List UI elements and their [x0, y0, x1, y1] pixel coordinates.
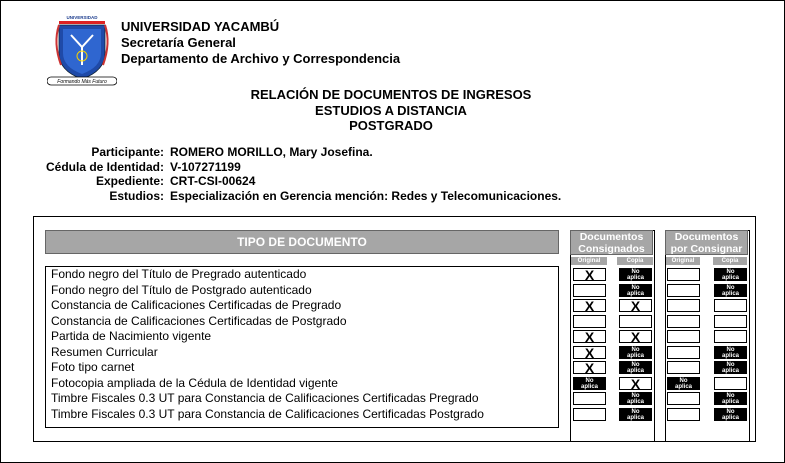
no-aplica-text: aplica	[626, 275, 644, 281]
consignado-copia-cell: X	[619, 330, 652, 343]
title-line-1: RELACIÓN DE DOCUMENTOS DE INGRESOS	[250, 87, 532, 102]
no-aplica-text: No	[631, 408, 640, 415]
document-title	[201, 87, 581, 134]
por-consignar-original-cell	[667, 346, 700, 359]
no-aplica-text: aplica	[626, 399, 644, 405]
no-aplica-text: No	[726, 393, 735, 399]
no-aplica-text: No	[679, 377, 688, 384]
consignado-original-cell	[573, 284, 606, 297]
no-aplica-text: aplica	[721, 290, 739, 297]
por-consignar-copia-cell	[714, 408, 747, 421]
consignado-copia-cell	[619, 408, 652, 421]
consignado-copia-cell: X	[619, 377, 652, 390]
department-name: Departamento de Archivo y Correspondencia	[121, 51, 401, 66]
id-label: Cédula de Identidad:	[45, 159, 164, 174]
por-consignar-copia-cell	[714, 315, 747, 328]
por-consignar-copia-cell	[714, 299, 747, 312]
no-aplica-text: aplica	[721, 275, 739, 281]
por-consignar-copia-cell	[714, 330, 747, 343]
no-aplica-text: aplica	[674, 383, 692, 390]
document-type-label: Fotocopia ampliada de la Cédula de Identidad vigente	[51, 375, 338, 390]
id-value: V-107271199	[170, 159, 241, 174]
no-aplica-text: aplica	[721, 399, 739, 405]
document-type-label: Timbre Fiscales 0.3 UT para Constancia de Calificaciones Certificadas Pregrado	[51, 391, 479, 405]
participant-row	[31, 145, 561, 160]
consignado-original-cell	[573, 377, 606, 390]
no-aplica-text: aplica	[721, 352, 739, 359]
no-aplica-text: aplica	[626, 368, 644, 374]
tipo-documento-header: TIPO DE DOCUMENTO	[45, 230, 559, 254]
consignado-copia-cell	[619, 284, 652, 297]
logo-top-text: UNIVERSIDAD	[66, 15, 98, 20]
por-consignar-original-cell	[667, 315, 700, 328]
consignado-copia-cell: X	[619, 299, 652, 312]
university-logo	[47, 13, 117, 91]
document-type-label: Constancia de Calificaciones Certificadas de Pregrado	[51, 298, 342, 312]
document-type-label: Constancia de Calificaciones Certificadas de Postgrado	[51, 313, 347, 328]
logo-motto: Formando Más Futuro	[57, 79, 107, 85]
no-aplica-text: No	[726, 346, 735, 353]
institution-name: UNIVERSIDAD YACAMBÚ	[121, 19, 280, 34]
file-value: CRT-CSI-00624	[170, 174, 256, 188]
document-type-label: Foto tipo carnet	[51, 360, 135, 374]
por-consignar-copia-cell	[714, 268, 747, 281]
por-consignar-header	[665, 230, 748, 255]
participant-info	[31, 145, 561, 203]
no-aplica-text: aplica	[626, 352, 644, 359]
por-consignar-copia-cell	[714, 284, 747, 297]
title-line-2: ESTUDIOS A DISTANCIA	[315, 102, 467, 118]
consignado-copia-cell	[619, 315, 652, 328]
document-type-label: Timbre Fiscales 0.3 UT para Constancia de Calificaciones Certificadas Postgrado	[51, 406, 484, 421]
por-consignar-original-cell	[667, 392, 700, 405]
no-aplica-text: No	[726, 362, 735, 368]
por-consignar-original-header: Original	[666, 257, 700, 265]
consignados-header-line-1: Documentos	[579, 231, 644, 243]
participant-label: Participante:	[91, 145, 164, 159]
consignado-original-cell: X	[573, 299, 606, 312]
por-consignar-original-cell	[667, 361, 700, 374]
document-type-label: Partida de Nacimiento vigente	[51, 329, 212, 343]
por-consignar-header-line-1: Documentos	[674, 231, 739, 243]
por-consignar-original-cell	[667, 284, 700, 297]
no-aplica-text: No	[631, 362, 640, 368]
por-consignar-copia-header: Copia	[713, 257, 747, 265]
no-aplica-text: No	[631, 269, 640, 275]
studies-row	[31, 189, 561, 204]
no-aplica-text: aplica	[721, 414, 739, 421]
studies-value: Especialización en Gerencia mención: Redes y Telecomunicaciones.	[170, 188, 562, 203]
no-aplica-text: aplica	[626, 414, 644, 421]
por-consignar-copia-cell	[714, 377, 747, 390]
consignado-copia-cell	[619, 392, 652, 405]
no-aplica-text: No	[631, 346, 640, 353]
no-aplica-text: No	[726, 284, 735, 291]
por-consignar-copia-cell	[714, 346, 747, 359]
por-consignar-original-cell	[667, 299, 700, 312]
document-type-label: Resumen Curricular	[51, 344, 158, 359]
por-consignar-original-cell	[667, 377, 700, 390]
file-row	[31, 174, 561, 189]
consignado-original-cell: X	[573, 346, 606, 359]
no-aplica-text: No	[631, 393, 640, 399]
file-label: Expediente:	[95, 174, 164, 188]
consignados-copia-header: Copia	[617, 257, 653, 265]
institution-header	[121, 19, 400, 67]
consignado-original-cell	[573, 315, 606, 328]
por-consignar-original-cell	[667, 268, 700, 281]
no-aplica-text: No	[631, 284, 640, 291]
por-consignar-original-cell	[667, 408, 700, 421]
id-row	[31, 160, 561, 175]
no-aplica-text: aplica	[580, 383, 598, 390]
consignado-copia-cell	[619, 361, 652, 374]
title-line-3: POSTGRADO	[349, 118, 433, 133]
no-aplica-text: aplica	[626, 290, 644, 297]
no-aplica-text: No	[726, 269, 735, 275]
por-consignar-header-line-2: por Consignar	[670, 243, 743, 255]
document-type-label: Fondo negro del Título de Postgrado autenticado	[51, 282, 312, 297]
por-consignar-copia-cell	[714, 361, 747, 374]
no-aplica-text: No	[726, 408, 735, 415]
studies-label: Estudios:	[109, 188, 164, 203]
consignado-original-cell: X	[573, 361, 606, 374]
consignados-header	[570, 230, 653, 255]
secretary-name: Secretaría General	[121, 35, 236, 50]
consignado-original-cell	[573, 408, 606, 421]
no-aplica-text: No	[585, 377, 594, 384]
consignado-copia-cell	[619, 268, 652, 281]
por-consignar-copia-cell	[714, 392, 747, 405]
document-type-label: Fondo negro del Título de Pregrado autenticado	[51, 267, 307, 281]
consignado-original-cell: X	[573, 330, 606, 343]
por-consignar-original-cell	[667, 330, 700, 343]
consignado-original-cell	[573, 392, 606, 405]
consignados-original-header: Original	[571, 257, 607, 265]
consignados-header-line-2: Consignados	[578, 243, 645, 255]
consignado-copia-cell	[619, 346, 652, 359]
consignado-original-cell: X	[573, 268, 606, 281]
participant-value: ROMERO MORILLO, Mary Josefina.	[170, 145, 373, 159]
no-aplica-text: aplica	[721, 368, 739, 374]
